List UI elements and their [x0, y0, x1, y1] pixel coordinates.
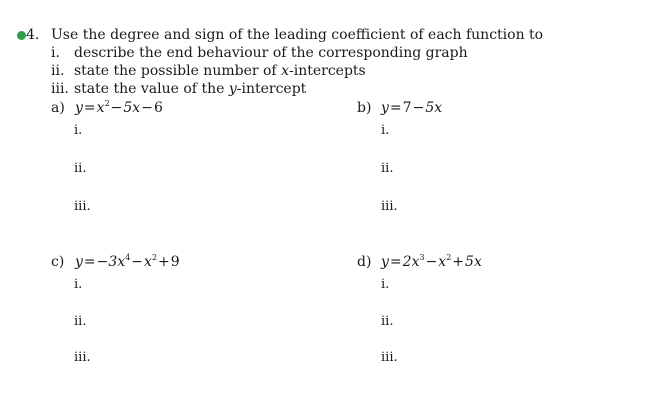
part-d-sub-iii: iii. — [381, 350, 398, 365]
instruction-3-text-before: state the value of the — [74, 81, 229, 97]
part-d-expression: $y=2x^3-x^2+5x$ — [381, 253, 482, 270]
part-b-label: b) — [357, 100, 372, 116]
part-c-label: c) — [51, 254, 65, 270]
part-b-sub-i: i. — [381, 123, 390, 138]
part-c-equation — [51, 254, 180, 270]
part-c-sub-i: i. — [74, 277, 83, 292]
instruction-3-text-after: -intercept — [236, 81, 307, 97]
part-c-sub-ii: ii. — [74, 314, 87, 329]
instruction-3 — [51, 81, 306, 97]
part-d-sub-ii: ii. — [381, 314, 394, 329]
instruction-3-numeral: iii. — [51, 81, 69, 97]
part-b-sub-iii: iii. — [381, 199, 398, 214]
instruction-1-text: describe the end behaviour of the corresponding graph — [74, 45, 468, 61]
instruction-2 — [51, 63, 366, 79]
instruction-3-variable: y — [228, 81, 237, 97]
part-b-sub-ii: ii. — [381, 161, 394, 176]
part-a-label: a) — [51, 100, 65, 116]
part-a-expression: $y=x^2-5x-6$ — [75, 99, 163, 116]
question-bullet-icon — [17, 31, 26, 40]
part-a-sub-ii: ii. — [74, 161, 87, 176]
question-stem: Use the degree and sign of the leading coefficient of each function to — [51, 27, 544, 43]
instruction-2-variable: x — [281, 63, 289, 79]
part-c-sub-iii: iii. — [74, 350, 91, 365]
instruction-2-text-after: -intercepts — [288, 63, 366, 79]
instruction-1 — [51, 45, 468, 61]
instruction-2-numeral: ii. — [51, 63, 65, 79]
part-d-sub-i: i. — [381, 277, 390, 292]
part-b-equation — [357, 100, 442, 116]
part-d-equation — [357, 254, 482, 270]
part-a-equation — [51, 100, 163, 116]
instruction-1-numeral: i. — [51, 45, 60, 61]
part-d-label: d) — [357, 254, 372, 270]
question-number: 4. — [26, 27, 40, 43]
instruction-2-text-before: state the possible number of — [74, 63, 282, 79]
part-b-expression: y=7−5x — [381, 100, 443, 116]
part-a-sub-iii: iii. — [74, 199, 91, 214]
part-a-sub-i: i. — [74, 123, 83, 138]
part-c-expression: $y=-3x^4-x^2+9$ — [75, 253, 180, 270]
